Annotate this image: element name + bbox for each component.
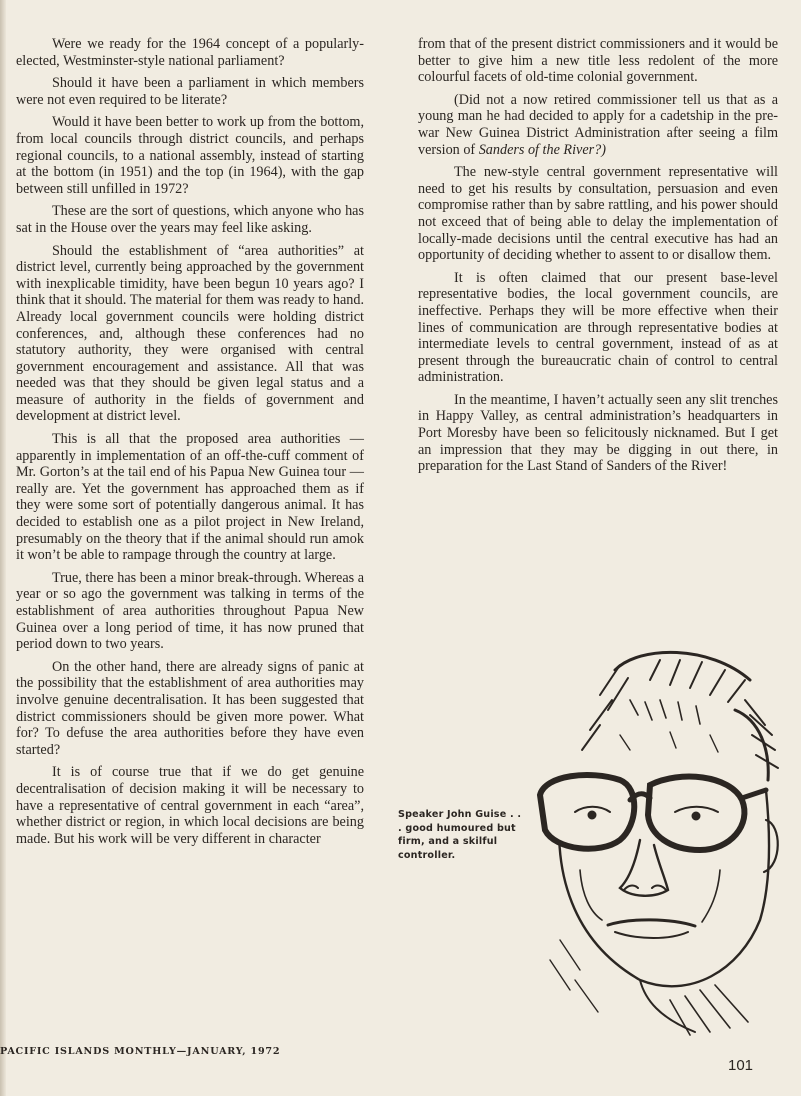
paragraph: This is all that the proposed area authorities — apparently in implementation of an off-the-cuff comment of Mr. Gorton’s at the tail end of his Papua New Guinea tour — really are. Yet the government has approached them as if they were some sort of potentially dangerous animal. It has decided to establish one as a pilot project in New Ireland, presumably on the theory that if the animal should run amok it won’t be able to rampage through the country at large. (16, 431, 364, 564)
paragraph: In the meantime, I haven’t actually seen any slit trenches in Happy Valley, as central administration’s headquarters in Port Moresby have been so felicitously nicknamed. But I get an impression that they may be digging in out there, in preparation for the Last Stand of Sanders of the River! (418, 391, 778, 475)
page-edge (0, 0, 6, 1096)
paragraph: Should the establishment of “area authorities” at district level, currently being approached by the government with inexplicable timidity, have been begun 10 years ago? I think that it should. The material for them was ready to hand. Already local government councils were holding district conferences, and, although these conferences had no statutory authority, they were organised with central government encouragement and assistance. All that was needed was that they should be given legal status and a measure of authority in the fields of government and development at district level. (16, 242, 364, 425)
paragraph: Were we ready for the 1964 concept of a popularly-elected, Westminster-style national parliament? (16, 36, 364, 69)
aside-text: (Did not a now retired commissioner tell us that as a young man he had decided to apply for a cadetship in the pre-war New Guinea District Administration after seeing a film version of (418, 91, 778, 158)
paragraph-aside (418, 92, 778, 158)
portrait-sketch (520, 640, 782, 1040)
running-footer: PACIFIC ISLANDS MONTHLY—JANUARY, 1972 (0, 1046, 281, 1057)
article-right-column (418, 36, 778, 481)
paragraph: It is of course true that if we do get genuine decentralisation of decision making it will be necessary to have a representative of central government in each “area”, whether district or region, in which local decisions are being made. But his work will be very different in character (16, 764, 364, 847)
paragraph: It is often claimed that our present base-level representative bodies, the local government councils, are ineffective. Perhaps they will be more effective when their lines of communication are through representative bodies at intermediate levels to central government, instead of as at present through the bureaucratic chain of control to central administration. (418, 269, 778, 386)
article-left-column (16, 36, 364, 853)
paragraph: True, there has been a minor break-through. Whereas a year or so ago the government was talking in terms of the establishment of area authorities throughout Papua New Guinea over a long period of time, it has now pruned that period down to two years. (16, 569, 365, 653)
paragraph-continued: from that of the present district commissioners and it would be better to give him a new title less redolent of the more colourful facets of old-time colonial government. (418, 36, 778, 86)
paragraph: Should it have been a parliament in which members were not even required to be literate? (16, 75, 364, 108)
film-title: Sanders of the River?) (478, 141, 606, 158)
paragraph: The new-style central government representative will need to get his results by consultation, persuasion and even compromise rather than by sabre rattling, and his power should not exceed that of being able to delay the implementation of locally-made decisions until the central executive has had an opportunity of deciding whether to assent to or disallow them. (418, 164, 778, 264)
paragraph: On the other hand, there are already signs of panic at the possibility that the establishment of area authorities may involve genuine decentralisation. It has been suggested that district commissioners should be given more power. What for? To defuse the area authorities before they have even started? (16, 658, 364, 758)
paragraph: Would it have been better to work up from the bottom, from local councils through district councils, and perhaps regional councils, to a national assembly, instead of starting at the bottom (in 1951) and the top (in 1964), with the gap between still unfilled in 1972? (16, 114, 364, 197)
page-number: 101 (728, 1057, 754, 1074)
photo-caption: Speaker John Guise . . . good humoured but firm, and a skilful controller. (398, 809, 522, 861)
paragraph: These are the sort of questions, which anyone who has sat in the House over the years may feel like asking. (16, 203, 364, 236)
